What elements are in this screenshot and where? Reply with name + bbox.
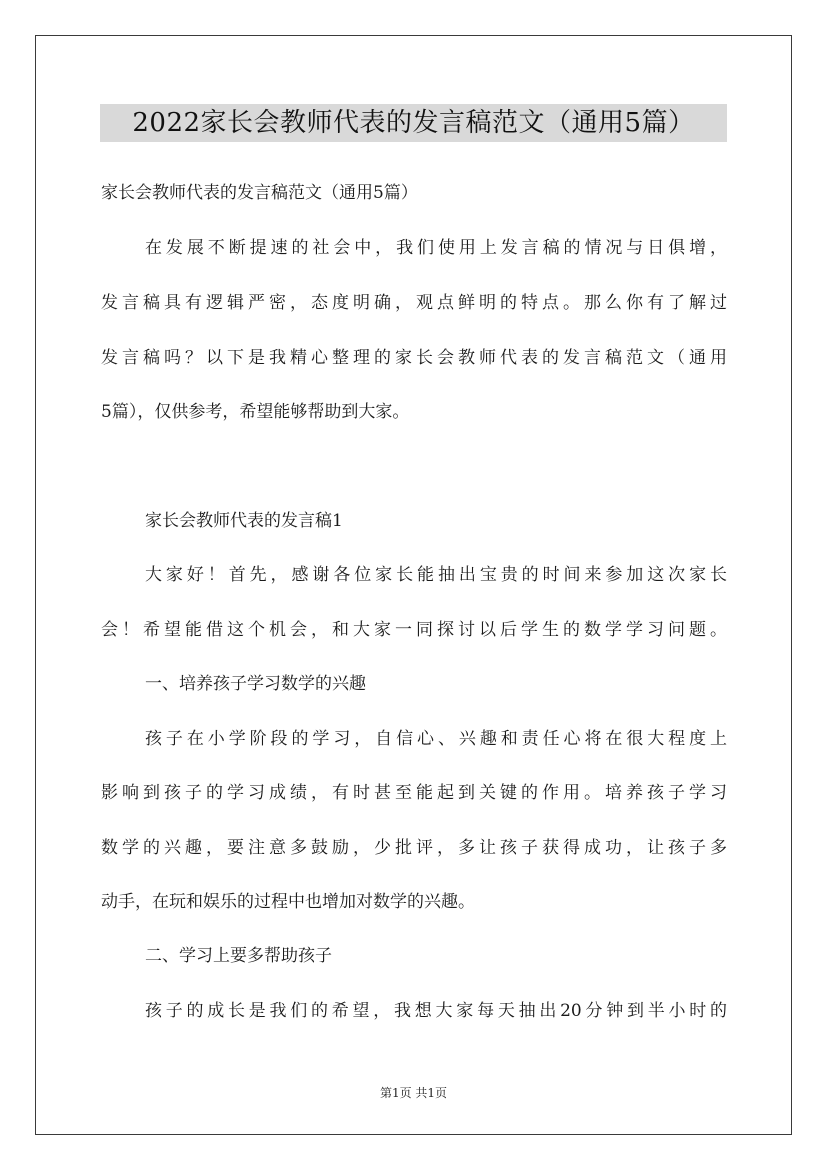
- intro-line-2: 发言稿具有逻辑严密，态度明确，观点鲜明的特点。那么你有了解过: [101, 293, 727, 313]
- intro-line-1: 在发展不断提速的社会中，我们使用上发言稿的情况与日俱增，: [145, 238, 727, 258]
- document-subtitle: 家长会教师代表的发言稿范文（通用5篇）: [101, 183, 418, 203]
- greeting-line-1: 大家好！首先，感谢各位家长能抽出宝贵的时间来参加这次家长: [145, 565, 727, 585]
- intro-line-3: 发言稿吗？以下是我精心整理的家长会教师代表的发言稿范文（通用: [101, 348, 727, 368]
- point-1-line-1: 孩子在小学阶段的学习，自信心、兴趣和责任心将在很大程度上: [145, 729, 727, 749]
- point-1-heading: 一、培养孩子学习数学的兴趣: [145, 674, 366, 694]
- document-title: 2022家长会教师代表的发言稿范文（通用5篇）: [132, 108, 695, 138]
- point-2-heading: 二、学习上要多帮助孩子: [145, 946, 332, 966]
- page-footer: 第1页 共1页: [379, 1086, 448, 1100]
- point-2-line-1: 孩子的成长是我们的希望，我想大家每天抽出20分钟到半小时的: [145, 1001, 727, 1021]
- point-1-line-2: 影响到孩子的学习成绩，有时甚至能起到关键的作用。培养孩子学习: [101, 783, 727, 803]
- greeting-line-2: 会！希望能借这个机会，和大家一同探讨以后学生的数学学习问题。: [101, 620, 727, 640]
- point-1-line-3: 数学的兴趣，要注意多鼓励，少批评，多让孩子获得成功，让孩子多: [101, 838, 727, 858]
- section-heading: 家长会教师代表的发言稿1: [145, 511, 343, 531]
- title-highlight: [100, 104, 727, 142]
- intro-line-4: 5篇），仅供参考，希望能够帮助到大家。: [101, 402, 410, 422]
- point-1-line-4: 动手，在玩和娱乐的过程中也增加对数学的兴趣。: [101, 892, 475, 912]
